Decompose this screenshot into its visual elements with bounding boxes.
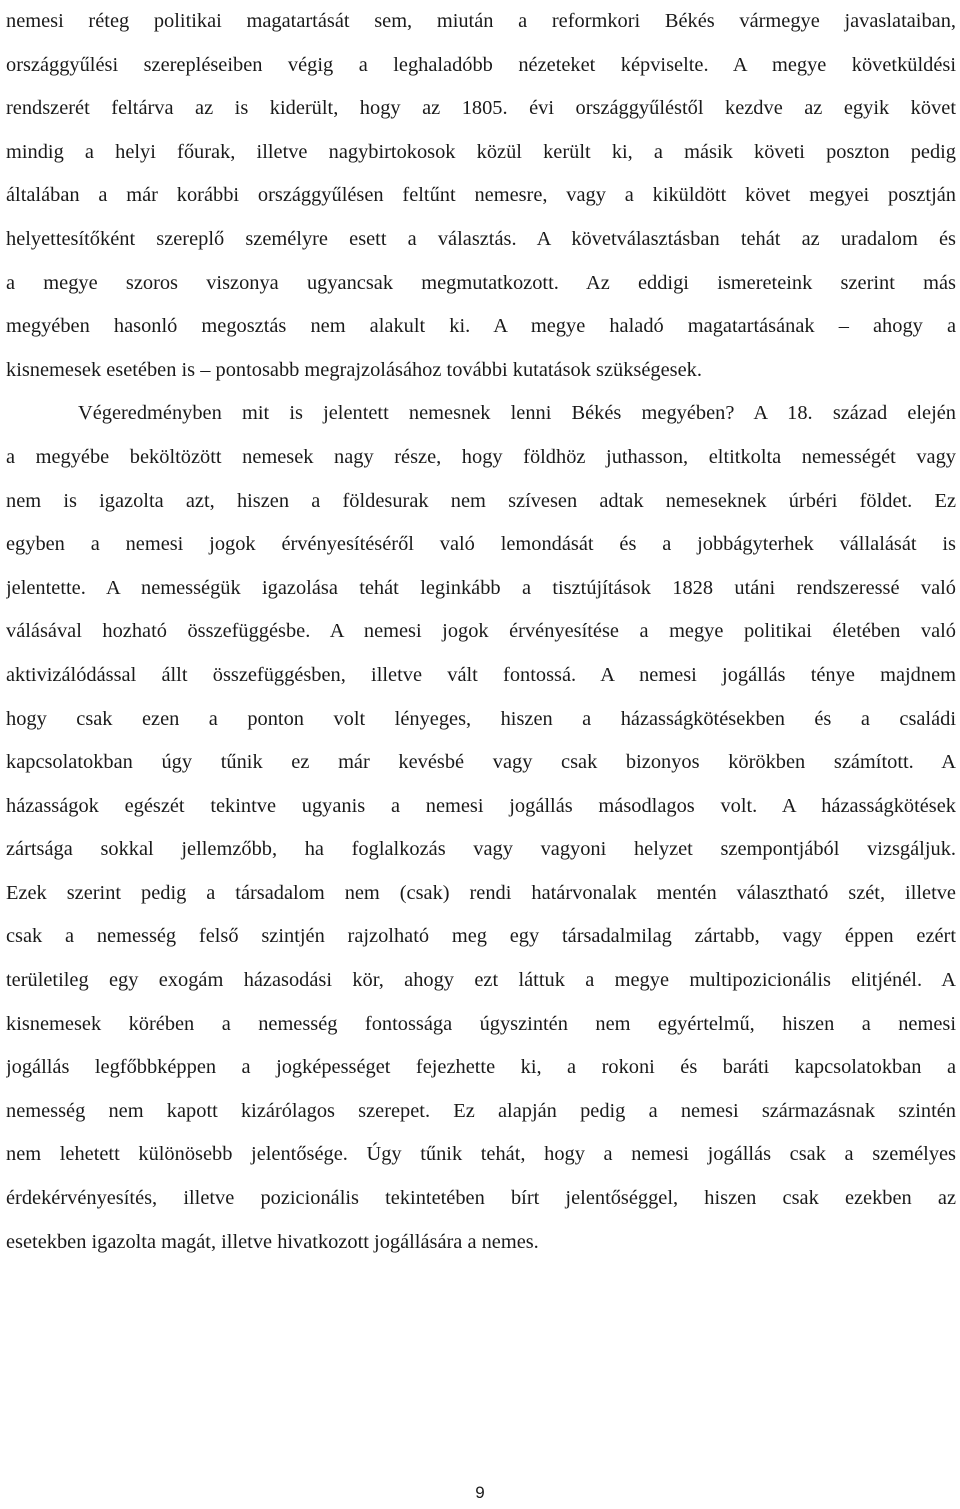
- text-line: Végeredményben mit is jelentett nemesnek lenni Békés megyében? A 18. század elején: [78, 402, 956, 425]
- text-line: területileg egy exogám házasodási kör, ahogy ezt láttuk a megye multipozicionális elitjénél. A: [6, 969, 956, 992]
- text-line: jelentette. A nemességük igazolása tehát leginkább a tisztújítások 1828 utáni rendszeressé való: [6, 576, 956, 599]
- text-line: hogy csak ezen a ponton volt lényeges, hiszen a házasságkötésekben és a családi: [6, 707, 956, 730]
- text-line: mindig a helyi főurak, illetve nagybirtokosok közül került ki, a másik követi poszton pedig: [6, 140, 956, 163]
- text-line: esetekben igazolta magát, illetve hivatkozott jogállására a nemes.: [6, 1230, 539, 1253]
- text-line: jogállás legfőbbképpen a jogképességet fejezhette ki, a rokoni és baráti kapcsolatokban a: [6, 1056, 956, 1079]
- text-line: zártsága sokkal jellemzőbb, ha foglalkozás vagy vagyoni helyzet szempontjából vizsgáljuk.: [6, 838, 956, 861]
- text-line: Ezek szerint pedig a társadalom nem (csak) rendi határvonalak mentén választható szét, illetve: [6, 881, 956, 904]
- text-line: egyben a nemesi jogok érvényesítéséről való lemondását és a jobbágyterhek vállalását is: [6, 533, 956, 556]
- text-line: aktivizálódással állt összefüggésben, illetve vált fontossá. A nemesi jogállás ténye majdnem: [6, 663, 956, 686]
- text-line: a megye szoros viszonya ugyancsak megmutatkozott. Az eddigi ismereteink szerint más: [6, 271, 956, 294]
- text-line: rendszerét feltárva az is kiderült, hogy az 1805. évi országgyűléstől kezdve az egyik követ: [6, 97, 956, 120]
- text-line: nem is igazolta azt, hiszen a földesurak nem szívesen adtak nemeseknek úrbéri földet. Ez: [6, 489, 956, 512]
- text-line: válásával hozható összefüggésbe. A nemesi jogok érvényesítése a megye politikai életében való: [6, 620, 956, 643]
- text-line: nem lehetett különösebb jelentősége. Úgy tűnik tehát, hogy a nemesi jogállás csak a személyes: [6, 1143, 956, 1166]
- text-line: országgyűlési szerepléseiben végig a leghaladóbb nézeteket képviselte. A megye követküldési: [6, 53, 956, 76]
- body-text: [6, 0, 956, 1264]
- text-line: megyében hasonló megosztás nem alakult ki. A megye haladó magatartásának – ahogy a: [6, 315, 956, 338]
- text-line: általában a már korábbi országgyűlésen feltűnt nemesre, vagy a kiküldött követ megyei posztján: [6, 184, 956, 207]
- text-line: helyettesítőként szereplő személyre esett a választás. A követválasztásban tehát az uradalom és: [6, 227, 956, 250]
- text-line: kapcsolatokban úgy tűnik ez már kevésbé vagy csak bizonyos körökben számított. A: [6, 751, 956, 774]
- text-line: kisnemesek körében a nemesség fontossága úgyszintén nem egyértelmű, hiszen a nemesi: [6, 1012, 956, 1035]
- text-line: csak a nemesség felső szintjén rajzolható meg egy társadalmilag zártabb, vagy éppen ezért: [6, 925, 956, 948]
- text-line: a megyébe beköltözött nemesek nagy része, hogy földhöz juthasson, eltitkolta nemességét vagy: [6, 445, 956, 468]
- text-line: nemesség nem kapott kizárólagos szerepet. Ez alapján pedig a nemesi származásnak szintén: [6, 1099, 956, 1122]
- text-line: kisnemesek esetében is – pontosabb megrajzolásához további kutatások szükségesek.: [6, 358, 702, 381]
- text-line: házasságok egészét tekintve ugyanis a nemesi jogállás másodlagos volt. A házasságkötések: [6, 794, 956, 817]
- text-line: érdekérvényesítés, illetve pozicionális tekintetében bírt jelentőséggel, hiszen csak ezekben az: [6, 1187, 956, 1210]
- page-number: 9: [475, 1483, 485, 1502]
- text-line: nemesi réteg politikai magatartását sem, miután a reformkori Békés vármegye javaslataiban,: [6, 10, 956, 32]
